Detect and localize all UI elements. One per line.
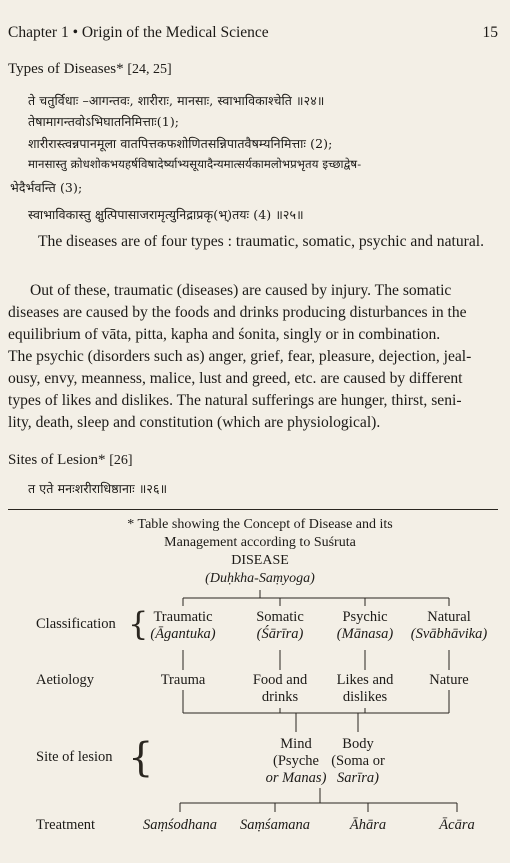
class-name: Natural: [427, 609, 471, 625]
section-heading-sites-ref: [26]: [109, 453, 133, 468]
site-line: Sarīra): [337, 770, 379, 786]
page-number: 15: [482, 24, 498, 41]
site-line: Mind: [280, 736, 312, 752]
class-name: Psychic: [342, 609, 388, 625]
row-label-classification: Classification: [36, 616, 116, 632]
class-natural: [389, 609, 509, 643]
paragraph-text: The diseases are of four types : traumatic, somatic, psychic and natural.: [38, 233, 484, 250]
paragraph-line: ousy, envy, meanness, malice, lust and greed, etc. are caused by different: [8, 370, 463, 387]
treatment-samsamana: Saṃśamana: [239, 817, 311, 833]
site-line: (Soma or: [331, 753, 385, 769]
paragraph-line: The psychic (disorders such as) anger, grief, fear, pleasure, dejection, jeal-: [8, 348, 472, 365]
paragraph-line: lity, death, sleep and constitution (which are physiological).: [8, 414, 381, 431]
aetiology-nature: Nature: [429, 672, 469, 688]
table-caption-line: * Table showing the Concept of Disease and its: [127, 517, 393, 532]
sanskrit-verse-line: ते चतुर्विधाः –आगन्तवः, शारीराः, मानसाः, स्वाभाविकाश्चेति ॥२४॥: [28, 93, 325, 108]
sanskrit-verse-line: त एते मनःशरीराधिष्ठानाः ॥२६॥: [28, 481, 168, 496]
row-label-site: Site of lesion: [36, 749, 113, 765]
brace-icon: {: [128, 605, 149, 643]
sanskrit-verse-line: मानसास्तु क्रोधशोकभयहर्षविषादेर्ष्याभ्यसूयादैन्यमात्सर्यकामलोभप्रभृतय इच्छाद्वेष-: [28, 157, 362, 171]
site-line: (Psyche: [273, 753, 319, 769]
class-sanskrit: (Svābhāvika): [410, 626, 488, 642]
sanskrit-verse-line: स्वाभाविकास्तु क्षुत्पिपासाजरामृत्युनिद्राप्रकृ(भ्)तयः (4) ॥२५॥: [28, 207, 304, 222]
paragraph-line: types of likes and dislikes. The natural sufferings are hunger, thirst, seni-: [8, 392, 462, 409]
aetiology-line: dislikes: [342, 689, 388, 705]
table-caption-line: Management according to Suśruta: [164, 535, 356, 550]
site-line: Body: [342, 736, 374, 752]
treatment-samsodhana: Saṃśodhana: [142, 817, 218, 833]
class-sanskrit: (Āgantuka): [150, 626, 216, 642]
aetiology-trauma: Trauma: [160, 672, 206, 688]
chapter-title: Chapter 1 • Origin of the Medical Science: [8, 24, 269, 41]
paragraph-line: diseases are caused by the foods and drinks producing disturbances in the: [8, 304, 467, 321]
treatment-acara: Ācāra: [439, 817, 475, 833]
class-name: Traumatic: [153, 609, 213, 625]
row-label-aetiology: Aetiology: [36, 672, 94, 688]
treatment-ahara: Āhāra: [349, 817, 387, 833]
brace-icon: {: [128, 735, 154, 781]
class-sanskrit: (Mānasa): [336, 626, 394, 642]
aetiology-line: Food and: [252, 672, 308, 688]
sanskrit-verse-line: शारीरास्त्वन्नपानमूला वातपित्तकफशोणितसन्निपातवैषम्यनिमित्ताः (2);: [28, 136, 333, 151]
section-heading-types-text: Types of Diseases*: [8, 61, 124, 77]
sanskrit-verse-line: तेषामागन्तवोऽभिघातनिमित्ताः(1);: [28, 114, 180, 129]
section-heading-sites-text: Sites of Lesion*: [8, 452, 106, 468]
table-root-sanskrit: (Duḥkha-Saṃyoga): [205, 571, 315, 586]
table-root-label: DISEASE: [231, 553, 289, 568]
section-heading-types-ref: [24, 25]: [127, 62, 172, 77]
row-label-treatment: Treatment: [36, 817, 96, 833]
aetiology-line: drinks: [261, 689, 299, 705]
paragraph-line: Out of these, traumatic (diseases) are caused by injury. The somatic: [30, 282, 452, 299]
class-sanskrit: (Śārīra): [256, 626, 304, 642]
aetiology-line: Likes and: [336, 672, 394, 688]
site-line: or Manas): [265, 770, 327, 786]
site-body: [298, 736, 418, 787]
paragraph-line: equilibrium of vāta, pitta, kapha and śonita, singly or in combination.: [8, 326, 441, 343]
sanskrit-verse-line: भेदैर्भवन्ति (3);: [10, 180, 83, 195]
class-name: Somatic: [256, 609, 304, 625]
